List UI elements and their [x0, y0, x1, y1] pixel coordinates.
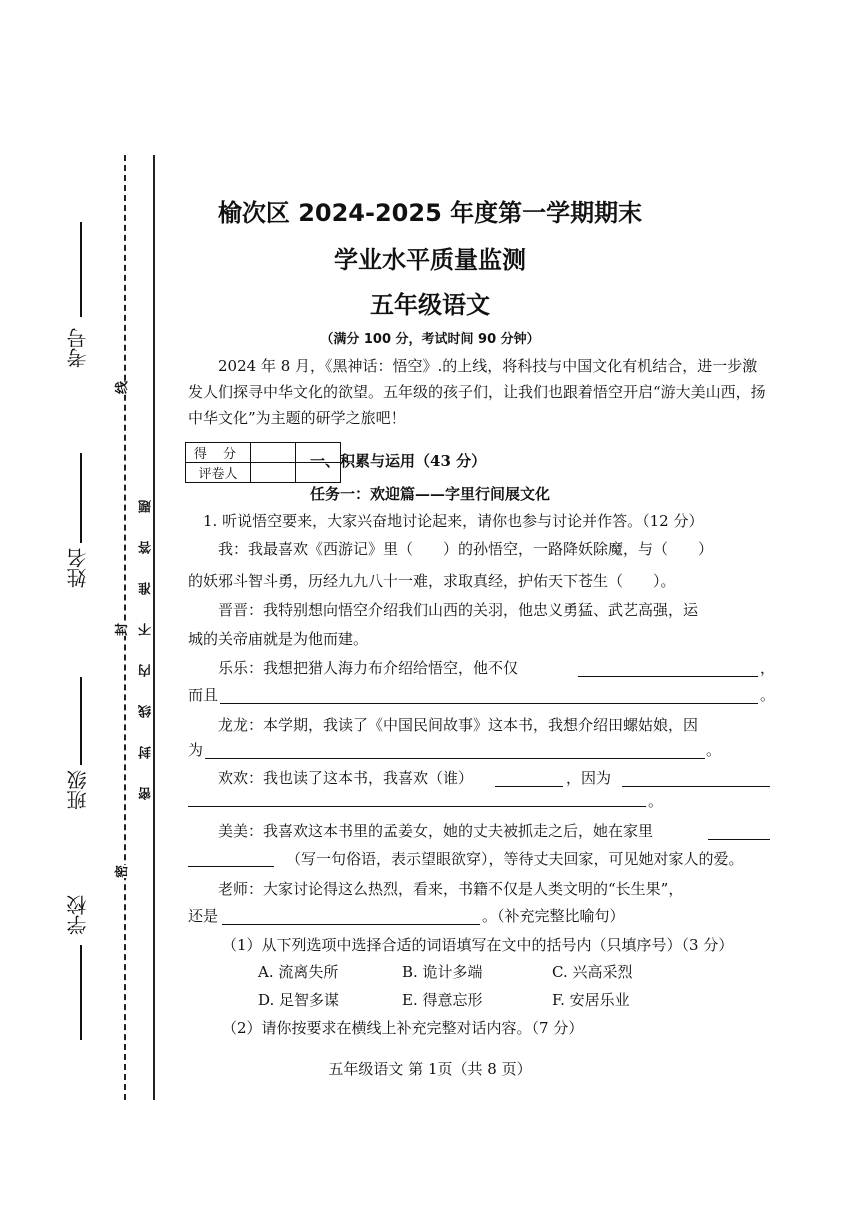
page-footer: 五年级语文 第 1页（共 8 页） — [328, 1060, 532, 1078]
huanhuan-blank-who[interactable] — [495, 786, 563, 787]
exam-title-line2: 学业水平质量监测 — [334, 246, 526, 274]
dialogue-longlong-line2: 为 — [188, 741, 204, 759]
lele-blank-2[interactable] — [220, 703, 758, 704]
task-heading: 任务一：欢迎篇——字里行间展文化 — [309, 485, 550, 503]
option-d: D. 足智多谋 — [258, 991, 340, 1009]
dialogue-teacher-line1: 老师：大家讨论得这么热烈，看来，书籍不仅是人类文明的“长生果”， — [218, 880, 684, 898]
subquestion-2: （2）请你按要求在横线上补充完整对话内容。（7 分） — [222, 1019, 584, 1037]
score-cell[interactable] — [251, 443, 296, 463]
huanhuan-because: ，因为 — [566, 769, 612, 787]
class-label: 班级 — [66, 770, 90, 810]
name-label: 姓名 — [66, 548, 90, 588]
dialogue-meimei-line2: （写一句俗语，表示望眼欲穿），等待丈夫回家，可见她对家人的爱。 — [286, 850, 744, 868]
exam-no-label: 考号 — [66, 328, 90, 368]
exam-title-line3: 五年级语文 — [370, 291, 490, 319]
seal-line-notice: 密封线内不准答题 — [139, 472, 154, 800]
dialogue-me-line2: 的妖邪斗智斗勇，历经九九八十一难，求取真经，护佑天下苍生（ ）。 — [188, 572, 676, 590]
teacher-blank[interactable] — [222, 924, 480, 925]
question-stem: 1. 听说悟空要来，大家兴奋地讨论起来，请你也参与讨论并作答。（12 分） — [203, 512, 704, 530]
dialogue-jinjin-line2: 城的关帝庙就是为他而建。 — [188, 630, 369, 648]
dialogue-huanhuan-line1: 欢欢：我也读了这本书，我喜欢（谁） — [218, 769, 474, 787]
dialogue-lele-line1: 乐乐：我想把猎人海力布介绍给悟空，他不仅 — [218, 659, 519, 677]
binding-char-xian: 线 — [111, 381, 130, 394]
exam-title-line1: 榆次区 2024-2025 年度第一学期期末 — [217, 199, 643, 227]
huanhuan-blank-reason-1[interactable] — [622, 786, 770, 787]
lele-comma: ， — [760, 659, 776, 677]
binding-char-mi: 密 — [111, 865, 130, 878]
section-heading: 一、积累与运用（43 分） — [310, 452, 487, 470]
option-e: E. 得意忘形 — [402, 991, 483, 1009]
option-f: F. 安居乐业 — [552, 991, 630, 1009]
exam-info: （满分 100 分，考试时间 90 分钟） — [320, 332, 540, 347]
school-field[interactable] — [80, 945, 82, 1040]
dialogue-meimei-line1: 美美：我喜欢这本书里的孟姜女，她的丈夫被抓走之后，她在家里 — [218, 822, 654, 840]
option-b: B. 诡计多端 — [402, 963, 483, 981]
meimei-blank-2[interactable] — [188, 866, 274, 867]
longlong-period: 。 — [706, 741, 722, 759]
score-label: 得 分 — [186, 443, 251, 463]
binding-char-feng: 封 — [111, 623, 130, 636]
lele-blank-1[interactable] — [578, 676, 758, 677]
subquestion-1: （1）从下列选项中选择合适的词语填写在文中的括号内（只填序号）（3 分） — [222, 936, 734, 954]
lele-period: 。 — [760, 686, 776, 704]
meimei-blank-1[interactable] — [708, 839, 770, 840]
option-a: A. 流离失所 — [258, 963, 339, 981]
dialogue-teacher-line2b: 。（补充完整比喻句） — [482, 907, 625, 925]
class-field[interactable] — [80, 677, 82, 765]
grader-label: 评卷人 — [186, 463, 251, 483]
dialogue-lele-line2: 而且 — [188, 686, 219, 704]
huanhuan-blank-reason-2[interactable] — [188, 806, 646, 807]
grader-cell[interactable] — [251, 463, 296, 483]
intro-paragraph: 2024 年 8 月，《黑神话：悟空》.的上线，将科技与中国文化有机结合，进一步激发人们探寻中华文化的欲望。五年级的孩子们，让我们也跟着悟空开启“游大美山西，扬中华文化”为主题的研学之旅吧！ — [188, 357, 766, 427]
dialogue-jinjin-line1: 晋晋：我特别想向悟空介绍我们山西的关羽，他忠义勇猛、武艺高强，运 — [218, 601, 699, 619]
option-c: C. 兴高采烈 — [552, 963, 633, 981]
huanhuan-period: 。 — [648, 792, 664, 810]
dialogue-teacher-line2a: 还是 — [188, 907, 219, 925]
longlong-blank[interactable] — [205, 758, 705, 759]
dialogue-longlong-line1: 龙龙：本学期，我读了《中国民间故事》这本书，我想介绍田螺姑娘，因 — [218, 716, 699, 734]
dialogue-me-line1: 我：我最喜欢《西游记》里（ ）的孙悟空，一路降妖除魔，与（ ） — [218, 540, 714, 558]
school-label: 学校 — [66, 895, 90, 935]
